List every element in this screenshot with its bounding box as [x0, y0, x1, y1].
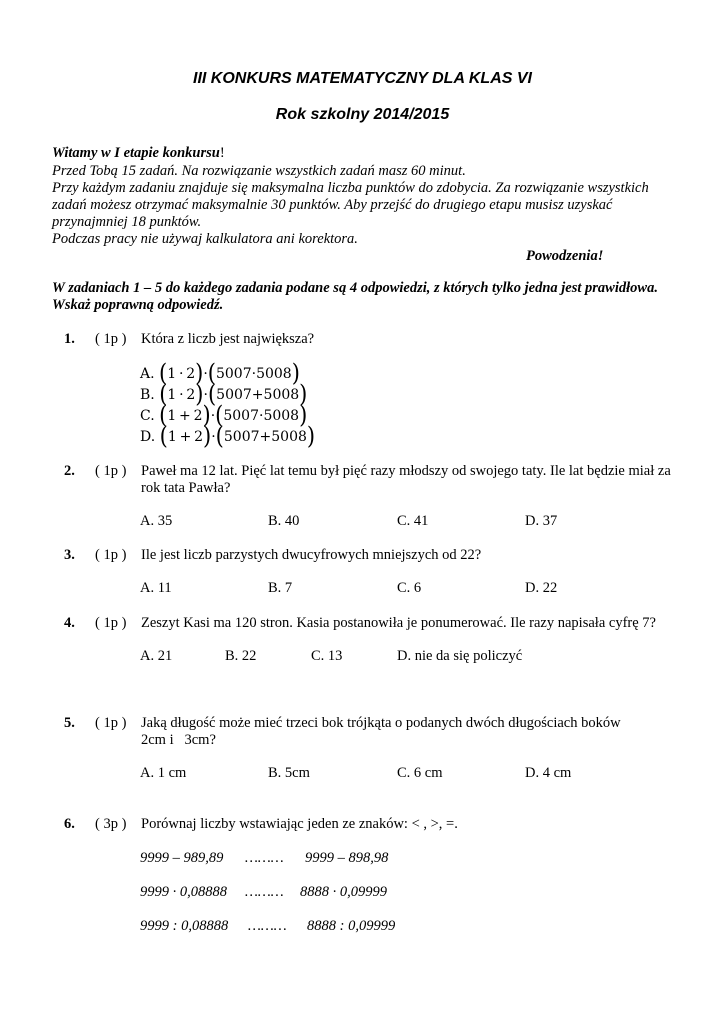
task-points: ( 1p )	[95, 615, 127, 631]
comparison-blank[interactable]: ………	[245, 884, 284, 900]
task-4-option-d[interactable]: D. nie da się policzyć	[397, 648, 523, 664]
intro-line-2: Przy każdym zadaniu znajduje się maksymalna liczba punktów do zdobycia. Za rozwiązanie wszystkich	[52, 180, 649, 196]
intro-line-4: przynajmniej 18 punktów.	[52, 214, 202, 230]
page-title: III KONKURS MATEMATYCZNY DLA KLAS VI	[193, 70, 532, 87]
comparison-left: 9999 · 0,08888	[140, 884, 227, 900]
comparison-blank[interactable]: ………	[248, 918, 287, 934]
task-text: Paweł ma 12 lat. Pięć lat temu był pięć razy młodszy od swojego taty. Ile lat będzie miał za	[141, 463, 671, 479]
intro-greeting: Witamy w I etapie konkursu	[52, 145, 220, 161]
task-points: ( 3p )	[95, 816, 127, 832]
intro-greeting-end: !	[219, 145, 225, 161]
page-subtitle: Rok szkolny 2014/2015	[275, 106, 450, 123]
task-1-option-b[interactable]: B. (1 · 2)·(5007+5008)	[140, 380, 308, 408]
task-points: ( 1p )	[95, 547, 127, 563]
comparison-right: 8888 · 0,09999	[300, 884, 387, 900]
task-text: Zeszyt Kasi ma 120 stron. Kasia postanowiła je ponumerować. Ile razy napisała cyfrę 7?	[141, 615, 656, 631]
task-2-option-a[interactable]: A. 35	[140, 513, 173, 529]
task-number: 1.	[64, 331, 75, 347]
task-2-option-b[interactable]: B. 40	[268, 513, 300, 529]
task-5-option-a[interactable]: A. 1 cm	[140, 765, 187, 781]
task-2-option-d[interactable]: D. 37	[525, 513, 558, 529]
intro-greeting-line	[52, 145, 225, 162]
intro-line-1: Przed Tobą 15 zadań. Na rozwiązanie wszystkich zadań masz 60 minut.	[52, 163, 466, 179]
task-text: Jaką długość może mieć trzeci bok trójkąta o podanych dwóch długościach boków	[141, 715, 621, 731]
task-5-option-b[interactable]: B. 5cm	[268, 765, 310, 781]
task-points: ( 1p )	[95, 463, 127, 479]
task-text: Która z liczb jest największa?	[141, 331, 315, 347]
instruction-line-2: Wskaż poprawną odpowiedź.	[52, 297, 224, 313]
task-number: 2.	[64, 463, 75, 479]
task-text-continued: rok tata Pawła?	[141, 480, 231, 496]
good-luck: Powodzenia!	[526, 248, 604, 264]
comparison-blank[interactable]: ………	[245, 850, 284, 866]
comparison-right: 9999 – 898,98	[305, 850, 389, 866]
task-2-option-c[interactable]: C. 41	[397, 513, 429, 529]
task-points: ( 1p )	[95, 715, 127, 731]
task-text-continued: 2cm i 3cm?	[141, 732, 216, 748]
intro-line-5: Podczas pracy nie używaj kalkulatora ani korektora.	[52, 231, 358, 247]
task-4-option-a[interactable]: A. 21	[140, 648, 173, 664]
task-3-option-d[interactable]: D. 22	[525, 580, 558, 596]
task-number: 6.	[64, 816, 75, 832]
comparison-right: 8888 : 0,09999	[307, 918, 396, 934]
task-5-option-d[interactable]: D. 4 cm	[525, 765, 572, 781]
task-number: 5.	[64, 715, 75, 731]
task-points: ( 1p )	[95, 331, 127, 347]
task-3-option-c[interactable]: C. 6	[397, 580, 422, 596]
task-4-option-b[interactable]: B. 22	[225, 648, 257, 664]
task-1-option-a[interactable]: A. (1 · 2)·(5007·5008)	[140, 359, 300, 387]
task-3-option-b[interactable]: B. 7	[268, 580, 293, 596]
comparison-left: 9999 – 989,89	[140, 850, 224, 866]
comparison-left: 9999 : 0,08888	[140, 918, 229, 934]
task-1-option-c[interactable]: C. (1 + 2)·(5007·5008)	[140, 401, 308, 429]
task-number: 3.	[64, 547, 75, 563]
task-text: Porównaj liczby wstawiając jeden ze znaków: < , >, =.	[141, 816, 458, 832]
task-text: Ile jest liczb parzystych dwucyfrowych mniejszych od 22?	[141, 547, 482, 563]
task-number: 4.	[64, 615, 75, 631]
task-4-option-c[interactable]: C. 13	[311, 648, 343, 664]
intro-line-3: zadań możesz otrzymać maksymalnie 30 punktów. Aby przejść do drugiego etapu musisz uzyskać	[52, 197, 613, 213]
instruction-line-1: W zadaniach 1 – 5 do każdego zadania podane są 4 odpowiedzi, z których tylko jedna jest prawidłowa.	[52, 280, 658, 296]
task-5-option-c[interactable]: C. 6 cm	[397, 765, 443, 781]
task-3-option-a[interactable]: A. 11	[140, 580, 172, 596]
task-1-option-d[interactable]: D. (1 + 2)·(5007+5008)	[140, 422, 316, 450]
